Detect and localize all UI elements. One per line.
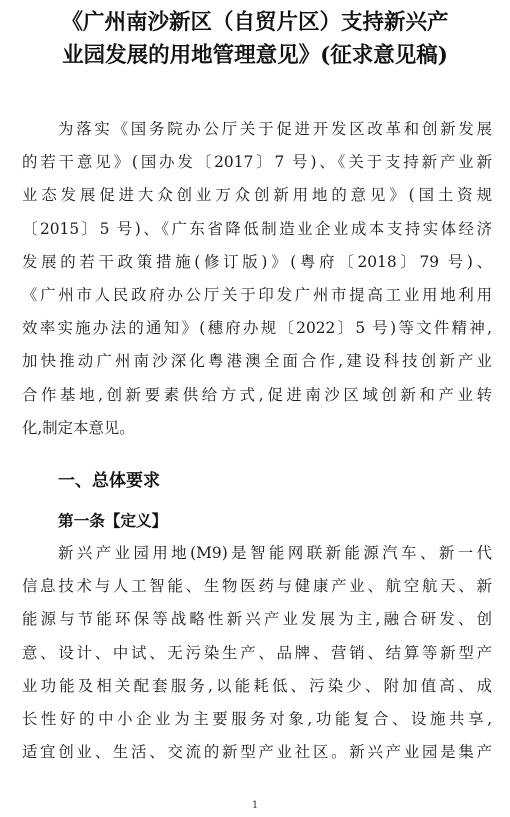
text-line: 〔2015〕5 号)、《广东省降低制造业企业成本支持实体经济 xyxy=(22,219,492,238)
text-line: 业功能及相关配套服务,以能耗低、污染少、附加值高、成 xyxy=(22,676,492,695)
title-line: 业园发展的用地管理意见》(征求意见稿) xyxy=(62,43,448,68)
text-line: 长性好的中小企业为主要服务对象,功能复合、设施共享, xyxy=(22,709,492,728)
text-line: 能源与节能环保等战略性新兴产业发展为主,融合研发、创 xyxy=(22,610,492,629)
text-line: 新兴产业园用地(M9)是智能网联新能源汽车、新一代 xyxy=(58,544,492,562)
section-heading: 一、总体要求 xyxy=(58,471,160,491)
article-paragraph xyxy=(22,537,492,769)
text-line: 业态发展促进大众创业万众创新用地的意见》(国土资规 xyxy=(22,186,492,205)
page-number: 1 xyxy=(251,800,259,811)
text-line: 信息技术与人工智能、生物医药与健康产业、航空航天、新 xyxy=(22,577,492,596)
text-line: 效率实施办法的通知》(穗府办规〔2022〕5 号)等文件精神, xyxy=(22,319,492,338)
text-line: 加快推动广州南沙深化粤港澳全面合作,建设科技创新产业 xyxy=(22,352,492,371)
preamble-paragraph xyxy=(22,113,492,445)
text-line: 适宜创业、生活、交流的新型产业社区。新兴产业园是集产 xyxy=(22,743,492,762)
text-line: 意、设计、中试、无污染生产、品牌、营销、结算等新型产 xyxy=(22,643,492,662)
text-line: 发展的若干政策措施(修订版)》(粤府〔2018〕79 号)、 xyxy=(22,252,492,271)
text-line: 为落实《国务院办公厅关于促进开发区改革和创新发展 xyxy=(58,120,492,138)
text-line: 化,制定本意见。 xyxy=(22,418,135,437)
document-title xyxy=(20,6,490,72)
text-line: 的若干意见》(国办发〔2017〕7 号)、《关于支持新产业新 xyxy=(22,153,492,172)
article-heading: 第一条【定义】 xyxy=(58,512,168,530)
text-line: 合作基地,创新要素供给方式,促进南沙区域创新和产业转 xyxy=(22,385,492,404)
title-line: 《广州南沙新区（自贸片区）支持新兴产 xyxy=(61,10,449,35)
text-line: 《广州市人民政府办公厅关于印发广州市提高工业用地利用 xyxy=(22,285,492,304)
